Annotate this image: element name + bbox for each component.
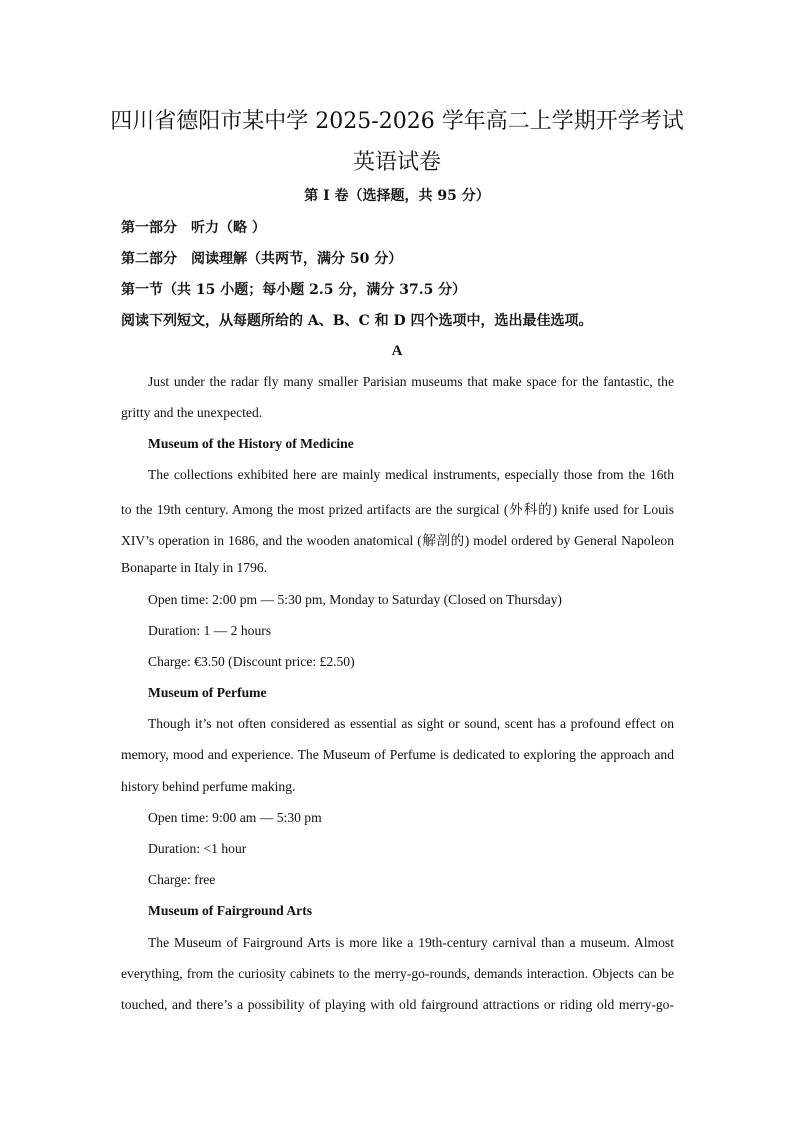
museum-medicine-duration: Duration: 1 — 2 hours <box>148 623 272 638</box>
museum-perfume-heading: Museum of Perfume <box>148 685 267 700</box>
museum-medicine-heading: Museum of the History of Medicine <box>148 436 354 451</box>
museum-fairground-heading: Museum of Fairground Arts <box>148 903 313 918</box>
museum-medicine-desc-3: XIV’s operation in 1686, and the wooden anatomical (解剖的) model ordered by General Napoleon <box>121 533 674 548</box>
volume-heading: 第 I 卷（选择题，共 95 分） <box>304 188 490 204</box>
exam-title: 四川省德阳市某中学 2025-2026 学年高二上学期开学考试 <box>110 109 684 134</box>
instruction-text: 阅读下列短文，从每题所给的 A、B、C 和 D 四个选项中，选出最佳选项。 <box>121 313 593 329</box>
museum-medicine-desc-1: The collections exhibited here are mainly medical instruments, especially those from the 16th <box>148 467 674 482</box>
museum-perfume-duration: Duration: <1 hour <box>148 841 247 856</box>
museum-fairground-desc-2: everything, from the curiosity cabinets to the merry-go-rounds, demands interaction. Objects can be <box>121 966 674 981</box>
museum-perfume-open-time: Open time: 9:00 am — 5:30 pm <box>148 810 322 825</box>
museum-medicine-desc-4: Bonaparte in Italy in 1796. <box>121 560 268 575</box>
museum-medicine-charge: Charge: €3.50 (Discount price: £2.50) <box>148 654 355 669</box>
museum-perfume-charge: Charge: free <box>148 872 216 887</box>
museum-medicine-open-time: Open time: 2:00 pm — 5:30 pm, Monday to Saturday (Closed on Thursday) <box>148 592 562 607</box>
museum-medicine-desc-2: to the 19th century. Among the most prized artifacts are the surgical (外科的) knife used for Louis <box>121 502 674 517</box>
exam-subtitle: 英语试卷 <box>352 150 441 175</box>
museum-fairground-desc-1: The Museum of Fairground Arts is more like a 19th-century carnival than a museum. Almost <box>148 935 674 950</box>
museum-perfume-desc-2: memory, mood and experience. The Museum of Perfume is dedicated to exploring the approach and <box>121 747 674 762</box>
section1-heading: 第一节（共 15 小题；每小题 2.5 分，满分 37.5 分） <box>121 282 467 298</box>
museum-perfume-desc-1: Though it’s not often considered as essential as sight or sound, scent has a profound effect on <box>148 716 674 731</box>
intro-line-2: gritty and the unexpected. <box>121 405 263 420</box>
part1-heading: 第一部分 听力（略 ） <box>121 220 266 236</box>
intro-line-1: Just under the radar fly many smaller Parisian museums that make space for the fantastic, the <box>148 374 674 389</box>
part2-heading: 第二部分 阅读理解（共两节，满分 50 分） <box>121 251 403 267</box>
museum-perfume-desc-3: history behind perfume making. <box>121 779 296 794</box>
museum-fairground-desc-3: touched, and there’s a possibility of playing with old fairground attractions or riding old merry-go- <box>121 997 674 1012</box>
passage-letter: A <box>391 343 403 359</box>
